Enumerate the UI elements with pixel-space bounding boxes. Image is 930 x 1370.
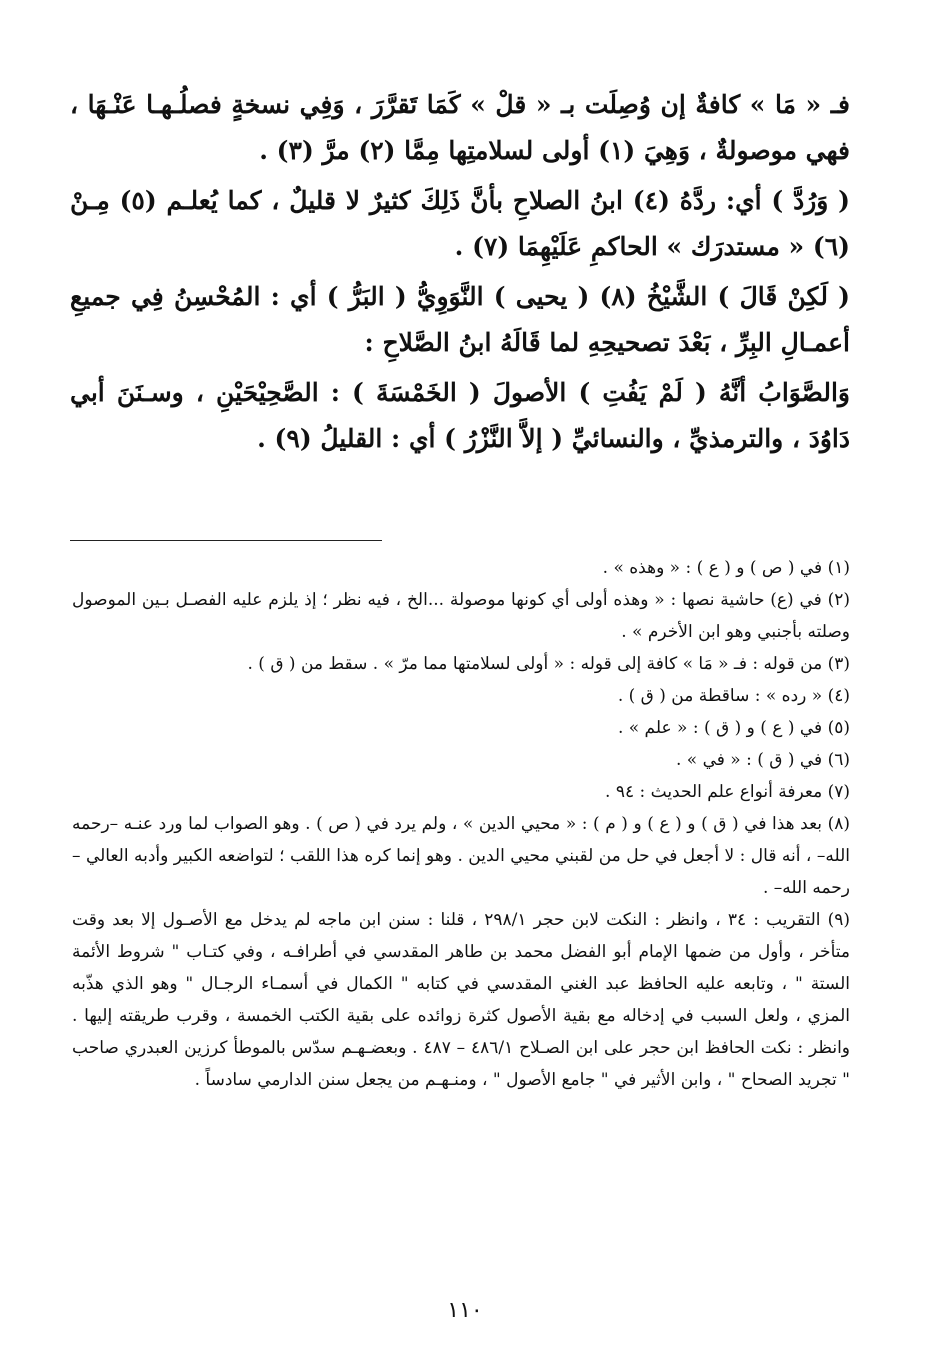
main-text [70,82,850,462]
paragraph-4: وَالصَّوَابُ أنَّهُ ( لَمْ يَفُتِ ) الأصولَ ( الخَمْسَةَ ) : الصَّحِيْحَيْنِ ، وسـنَنَ أبي دَاوُدَ ، والترمذيِّ ، والنسائيِّ ( إلاَّ النَّزْرُ ) أي : القليلُ (٩) . [70,378,850,453]
footnote-2: (٢) في (ع) حاشية نصها : « وهذه أولى أي كونها موصولة ...الخ ، فيه نظر ؛ إذ يلزم عليه الفصـل بـين الموصول وصلته بأجنبي وهو ابن الأخرم » . [72,590,850,642]
footnote-6: (٦) في ( ق ) : « في » . [675,750,850,770]
footnote-9: (٩) التقريب : ٣٤ ، وانظر : النكت لابن حجر ٢٩٨/١ ، قلنا : سنن ابن ماجه لم يدخل مع الأصـول إلا بعد وقت متأخر ، وأول من ضمها الإمام أبو الفضل محمد بن طاهر المقدسي في أطرافـه ، وفي كتـاب " شروط الأئمة الستة " ، وتابعه عليه الحافظ عبد الغني المقدسي في كتابه " الكمال في أسمـاء الرجـال " وهو الذي هذّبه المزي ، ولعل السبب في إدخاله مع بقية الأصول كثرة زوائده على بقية الكتب الخمسة ، وقرب طريقته إليها . وانظر : نكت الحافظ ابن حجر على ابن الصـلاح ٤٨٦/١ – ٤٨٧ . وبعضـهـم سدّس بالموطأ كرزين العبدري صاحب " تجريد الصحاح " ، وابن الأثير في " جامع الأصول " ، ومنـهـم من يجعل سنن الدارمي سادساً . [72,910,851,1090]
paragraph-1: فـ « مَا » كافةٌ إن وُصِلَت بـ « قلْ » كَمَا تَقرَّرَ ، وَفِي نسخةٍ فصلُـهـا عَنْـهَا ، فهي موصولةٌ ، وَهِيَ (١) أولى لسلامتِها مِمَّا (٢) مرَّ (٣) . [70,90,850,165]
footnote-4: (٤) « رده » : ساقطة من ( ق ) . [617,686,850,706]
page-number: ١١٠ [447,1298,483,1323]
footnote-1: (١) في ( ص ) و ( ع ) : « وهذه » . [602,558,850,578]
paragraph-3: ( لَكِنْ قَالَ ) الشَّيْخُ (٨) ( يحيى ) النَّوَوِيُّ ( البَرُّ ) أي : المُحْسِنُ فِي جميعِ أعمـالِ البِرِّ ، بَعْدَ تصحيحِهِ لما قَالَهُ ابنُ الصَّلاحِ : [70,282,850,357]
footnote-3: (٣) من قوله : فـ « مَا » كافة إلى قوله : « أولى لسلامتها مما مرّ » . سقط من ( ق ) . [247,654,850,674]
footnote-5: (٥) في ( ع ) و ( ق ) : « علم » . [617,718,850,738]
footnote-8: (٨) بعد هذا في ( ق ) و ( ع ) و ( م ) : « محيي الدين » ، ولم يرد في ( ص ) . وهو الصواب لما ورد عنـه –رحمه الله– ، أنه قال : لا أجعل في حل من لقبني محيي الدين . وهو إنما كره هذا اللقب ؛ لتواضعه الكبير وأدبه العالي –رحمه الله– . [72,814,850,898]
footnote-separator [70,540,382,541]
footnotes [72,552,850,1096]
paragraph-2: ( وَرُدَّ ) أي: ردَّهُ (٤) ابنُ الصلاحِ بأنَّ ذَلِكَ كثيرٌ لا قليلٌ ، كما يُعلـم (٥) مِـنْ (٦) « مستدرَك » الحاكمِ عَلَيْهِمَا (٧) . [70,186,851,261]
footnote-7: (٧) معرفة أنواع علم الحديث : ٩٤ . [605,782,850,802]
